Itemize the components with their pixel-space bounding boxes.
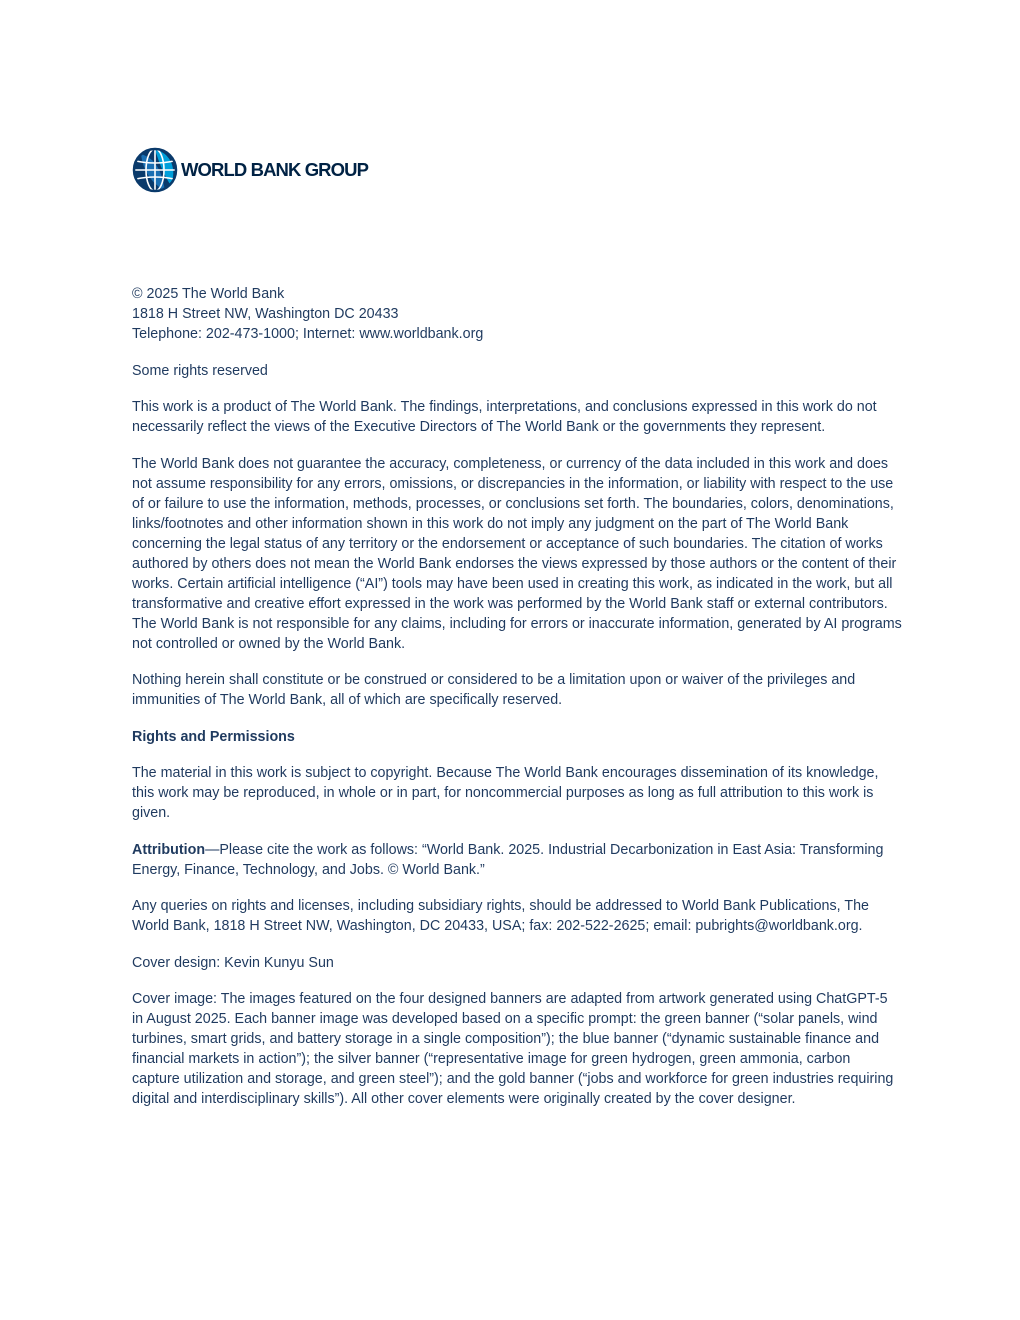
globe-icon bbox=[131, 146, 179, 194]
world-bank-group-logo bbox=[131, 145, 368, 195]
attribution-paragraph bbox=[132, 840, 902, 880]
rights-paragraph: The material in this work is subject to copyright. Because The World Bank encourages dissemination of its knowledge, this work may be reproduced, in whole or in part, for noncommercial purposes as long as full attribution to this work is given. bbox=[132, 765, 879, 821]
cover-image-paragraph: Cover image: The images featured on the four designed banners are adapted from artwork generated using ChatGPT-5 in August 2025. Each banner image was developed based on a specific prompt: the green banner (“solar panels, wind turbines, smart grids, and battery storage in a single composition”); the blue banner (“dynamic sustainable finance and financial markets in action”); the silver banner (“representative image for green hydrogen, green ammonia, carbon capture utilization and storage, and green steel”); and the gold banner (“jobs and workforce for green industries requiring digital and interdisciplinary skills”). All other cover elements were originally created by the cover designer. bbox=[132, 991, 894, 1107]
rights-reserved-line: Some rights reserved bbox=[132, 362, 268, 379]
disclaimer-paragraph-2: The World Bank does not guarantee the accuracy, completeness, or currency of the data included in this work and does not assume responsibility for any errors, omissions, or discrepancies in the information, or liability with respect to the use of or failure to use the information, methods, processes, or conclusions set forth. The boundaries, colors, denominations, links/footnotes and other information shown in this work do not imply any judgment on the part of The World Bank concerning the legal status of any territory or the endorsement or acceptance of such boundaries. The citation of works authored by others does not mean the World Bank endorses the views expressed by those authors or the content of their works. Certain artificial intelligence (“AI”) tools may have been used in creating this work, as indicated in the work, but all transformative and creative effort expressed in the work was performed by the World Bank staff or external contributors. The World Bank is not responsible for any claims, including for errors or inaccurate information, generated by AI programs not controlled or owned by the World Bank. bbox=[132, 455, 902, 652]
queries-paragraph: Any queries on rights and licenses, including subsidiary rights, should be addressed to World Bank Publications, The World Bank, 1818 H Street NW, Washington, DC 20433, USA; fax: 202-522-2625; email: pubrights@worldbank.org. bbox=[132, 898, 869, 934]
logo-wordmark: WORLD BANK GROUP bbox=[181, 159, 369, 180]
attribution-label: Attribution bbox=[132, 841, 206, 858]
copyright-line: © 2025 The World Bank bbox=[132, 286, 285, 302]
disclaimer-paragraph-3: Nothing herein shall constitute or be construed or considered to be a limitation upon or waiver of the privileges and immunities of The World Bank, all of which are specifically reserved. bbox=[132, 672, 856, 708]
rights-permissions-heading: Rights and Permissions bbox=[132, 728, 295, 745]
attribution-text: —Please cite the work as follows: “World Bank. 2025. Industrial Decarbonization in East Asia: Transforming Energy, Finance, Technology, and Jobs. © World Bank.” bbox=[132, 841, 884, 878]
disclaimer-paragraph-1: This work is a product of The World Bank. The findings, interpretations, and conclusions expressed in this work do not necessarily reflect the views of the Executive Directors of The World Bank or the governments they represent. bbox=[132, 399, 877, 435]
street-address: 1818 H Street NW, Washington DC 20433 bbox=[132, 306, 399, 322]
contact-line: Telephone: 202-473-1000; Internet: www.worldbank.org bbox=[132, 326, 484, 342]
address-block bbox=[132, 284, 902, 344]
cover-design-credit: Cover design: Kevin Kunyu Sun bbox=[132, 954, 334, 971]
copyright-page-content bbox=[132, 284, 902, 1126]
